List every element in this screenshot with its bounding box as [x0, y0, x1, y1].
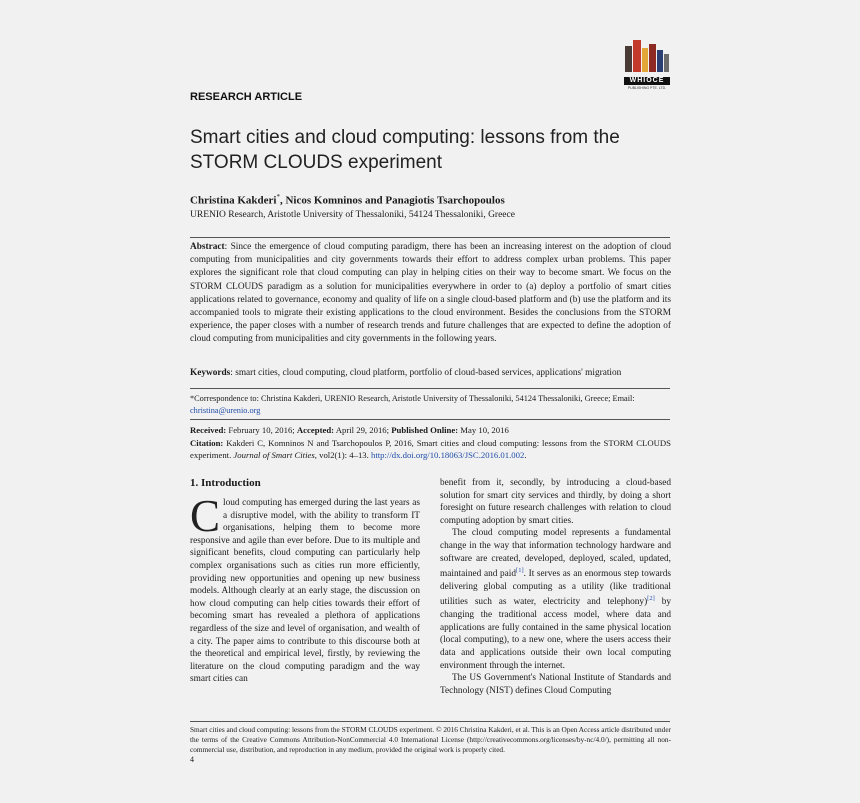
logo-bar: [642, 48, 648, 72]
logo-bar: [657, 50, 663, 72]
logo-bar: [649, 44, 656, 72]
logo-bar: [625, 46, 632, 72]
reference-link[interactable]: [2]: [647, 595, 655, 603]
paper-title: Smart cities and cloud computing: lessons from the STORM CLOUDS experiment: [190, 127, 620, 173]
divider: [190, 388, 670, 389]
logo-bars: [622, 40, 672, 72]
author-list: [190, 193, 505, 207]
other-authors: , Nicos Komninos and Panagiotis Tsarchopoulos: [279, 194, 505, 207]
logo-bar: [633, 40, 641, 72]
accepted-date: April 29, 2016;: [334, 425, 392, 435]
doi-link[interactable]: http://dx.doi.org/10.18063/JSC.2016.01.002: [370, 449, 525, 460]
left-column: [190, 491, 420, 686]
journal-name: Journal of Smart Cities: [233, 449, 315, 460]
citation-end: .: [524, 449, 527, 460]
abstract: [190, 241, 671, 347]
article-type-label: RESEARCH ARTICLE: [190, 91, 303, 103]
article-dates: [190, 425, 671, 435]
citation-text: Kakderi C, Komninos N and Tsarchopoulos P, 2016, Smart cities and cloud computing: lessons from the STORM CLOUDS experiment.: [190, 438, 671, 460]
keywords-label: Keywords: [190, 368, 231, 378]
correspondence-mark: *: [276, 193, 280, 201]
paragraph: benefit from it, secondly, by introducing a cloud-based solution for smart city services and thirdly, by doing a short foresight on future research challenges with relation to cloud computing adoption by smart cities.: [440, 478, 671, 526]
paragraph: [440, 527, 671, 672]
divider: [190, 419, 670, 420]
citation: [190, 438, 671, 461]
reference-link[interactable]: [1]: [516, 567, 524, 575]
divider: [190, 721, 670, 722]
section-heading: 1. Introduction: [190, 477, 261, 489]
paragraph-text: . It serves as an enormous step towards delivering global computing as a utility (like traditional utilities such as water, electricity and telephony): [440, 569, 671, 608]
paragraph-text: The cloud computing model represents a fundamental change in the way that information technology hardware and software are created, developed, deployed, scaled, updated, maintained and paid: [440, 528, 671, 580]
published-label: Published Online:: [391, 425, 459, 435]
received-date: February 10, 2016;: [226, 425, 297, 435]
paragraph-text: by changing the traditional access model, where data and applications are fully contained in the same physical location (local computing), to a new one, where the users access their data and applications outside their own local computing environment through the internet.: [440, 597, 671, 671]
citation-label: Citation:: [190, 438, 224, 448]
affiliation: URENIO Research, Aristotle University of Thessaloniki, 54124 Thessaloniki, Greece: [190, 210, 515, 220]
drop-cap: C: [190, 491, 221, 541]
keywords: [190, 368, 671, 378]
received-label: Received:: [190, 425, 227, 435]
keywords-text: : smart cities, cloud computing, cloud platform, portfolio of cloud-based services, applications' migration: [230, 368, 622, 378]
license-footer: Smart cities and cloud computing: lessons from the STORM CLOUDS experiment. © 2016 Christina Kakderi, et al. This is an Open Access article distributed under the terms of the Creative Commons Attribution-NonCommercial 4.0 International License (http://creativecommons.org/licenses/by-nc/4.0/), permitting all non-commercial use, distribution, and reproduction in any medium, provided the original work is properly cited.: [190, 725, 671, 755]
divider: [190, 237, 670, 238]
published-date: May 10, 2016: [458, 425, 509, 435]
correspondence: [190, 393, 671, 416]
abstract-text: : Since the emergence of cloud computing paradigm, there has been an increasing interest on the adoption of cloud computing from municipalities and city governments towards their effort to address complex urban problems. This paper explores the significant role that cloud computing can play in helping cities on their way to become smart. We focus on the STORM CLOUDS paradigm as a solution for municipalities everywhere in order to (a) deploy a portfolio of smart cities applications related to governance, economy and quality of life on a single cloud-based platform and (b) use the platform and its accompanied tools to migrate their existing applications to the cloud environment. Besides the conclusions from the STORM experience, the paper closes with a number of research trends and future challenges that are expected to define the adoption of cloud computing from municipalities and city governments in the following years.: [190, 242, 671, 345]
correspondence-text: *Correspondence to: Christina Kakderi, URENIO Research, Aristotle University of Thessaloniki, 54124 Thessaloniki, Greece; Email:: [190, 394, 635, 403]
abstract-label: Abstract: [190, 242, 225, 252]
logo-wordmark: WHIOCE: [624, 77, 670, 85]
logo-subtitle: PUBLISHING PTE. LTD.: [627, 86, 667, 90]
correspondence-email-link[interactable]: christina@urenio.org: [190, 405, 261, 415]
page-number: 4: [190, 755, 194, 764]
first-author: Christina Kakderi: [190, 194, 277, 207]
citation-volume: , vol2(1): 4–13.: [314, 449, 371, 460]
left-column-text: loud computing has emerged during the last years as a disruptive model, with the ability to transform IT organisations, helping them to become more responsive and agile than ever before. Due to its multiple and significant benefits, cloud computing can particularly help complex organisations such as cities run more efficiently, providing new opportunities and opening up new business models. Although clearly at an early stage, the discussion on how cloud computing can help cities towards their effort of becoming smart has revealed a plethora of applications regardless of the size and level of organisation, and wealth of a city. The paper aims to contribute to this discourse both at the theoretical and empirical level, firstly, by reviewing the literature on the cloud computing paradigm and the way smart cities can: [190, 498, 420, 685]
paragraph: The US Government's National Institute of Standards and Technology (NIST) defines Cloud Computing: [440, 673, 671, 696]
publisher-logo: [622, 40, 672, 92]
accepted-label: Accepted:: [296, 425, 335, 435]
right-column: [440, 477, 671, 697]
logo-bar: [664, 54, 669, 72]
